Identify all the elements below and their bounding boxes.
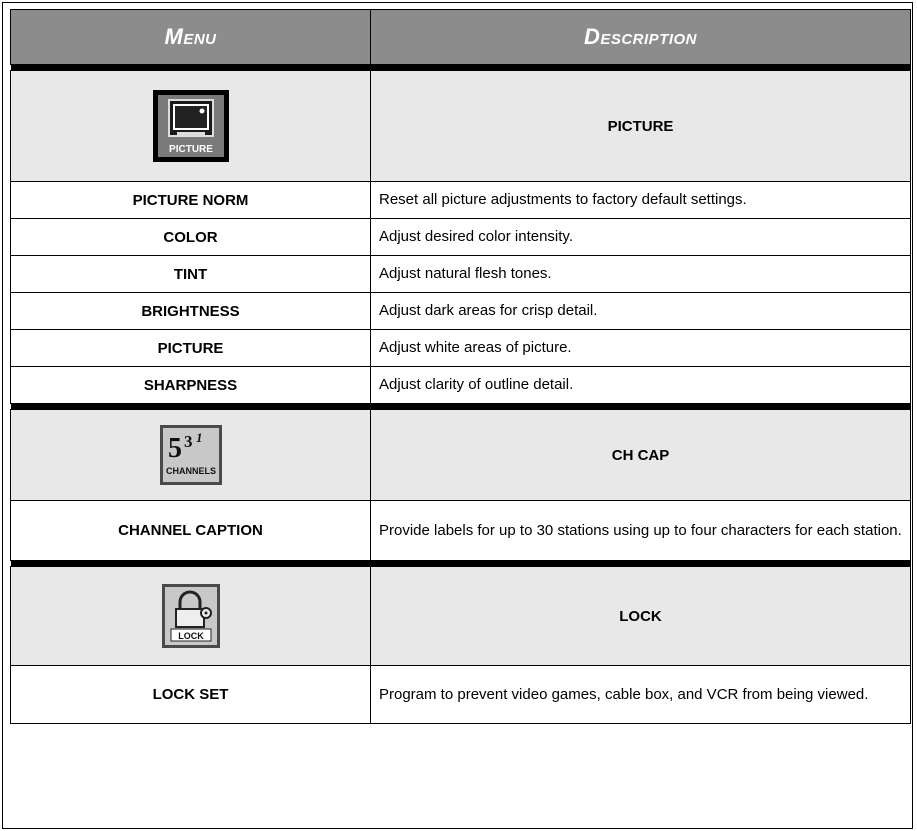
channels-icon-cell bbox=[11, 410, 371, 501]
menu-item-description: Adjust dark areas for crisp detail. bbox=[371, 293, 911, 330]
menu-item-description: Adjust clarity of outline detail. bbox=[371, 367, 911, 404]
menu-item-name: BRIGHTNESS bbox=[11, 293, 371, 330]
menu-column-header: Menu bbox=[11, 10, 371, 65]
table-row bbox=[11, 330, 911, 367]
menu-item-name: PICTURE NORM bbox=[11, 182, 371, 219]
picture-icon-cell bbox=[11, 71, 371, 182]
channels-menu-icon bbox=[160, 425, 222, 485]
menu-item-description: Reset all picture adjustments to factory default settings. bbox=[371, 182, 911, 219]
menu-item-name: TINT bbox=[11, 256, 371, 293]
section-title: LOCK bbox=[371, 567, 911, 666]
menu-item-name: LOCK SET bbox=[11, 666, 371, 724]
picture-menu-icon bbox=[153, 90, 229, 162]
menu-item-name: CHANNEL CAPTION bbox=[11, 501, 371, 561]
section-picture bbox=[11, 71, 911, 182]
lock-icon-cell bbox=[11, 567, 371, 666]
svg-text:1: 1 bbox=[195, 430, 202, 445]
menu-item-description: Program to prevent video games, cable box, and VCR from being viewed. bbox=[371, 666, 911, 724]
menu-item-description: Adjust desired color intensity. bbox=[371, 219, 911, 256]
table-header bbox=[11, 10, 911, 65]
svg-text:CHANNELS: CHANNELS bbox=[165, 466, 216, 476]
table-row bbox=[11, 256, 911, 293]
section-lock bbox=[11, 567, 911, 666]
section-title: CH CAP bbox=[371, 410, 911, 501]
menu-item-name: COLOR bbox=[11, 219, 371, 256]
svg-text:5: 5 bbox=[167, 433, 182, 464]
table-row bbox=[11, 501, 911, 561]
menu-item-description: Adjust natural flesh tones. bbox=[371, 256, 911, 293]
description-column-header: Description bbox=[371, 10, 911, 65]
section-ch-cap bbox=[11, 410, 911, 501]
menu-item-name: PICTURE bbox=[11, 330, 371, 367]
menu-item-description: Provide labels for up to 30 stations using up to four characters for each station. bbox=[371, 501, 911, 561]
svg-text:PICTURE: PICTURE bbox=[168, 144, 213, 155]
table-row bbox=[11, 666, 911, 724]
section-title: PICTURE bbox=[371, 71, 911, 182]
table-row bbox=[11, 182, 911, 219]
menu-table bbox=[10, 9, 911, 724]
table-row bbox=[11, 367, 911, 404]
menu-item-name: SHARPNESS bbox=[11, 367, 371, 404]
lock-menu-icon bbox=[162, 584, 220, 648]
svg-text:LOCK: LOCK bbox=[177, 631, 204, 641]
table-row bbox=[11, 293, 911, 330]
menu-item-description: Adjust white areas of picture. bbox=[371, 330, 911, 367]
svg-text:3: 3 bbox=[183, 432, 192, 451]
table-row bbox=[11, 219, 911, 256]
